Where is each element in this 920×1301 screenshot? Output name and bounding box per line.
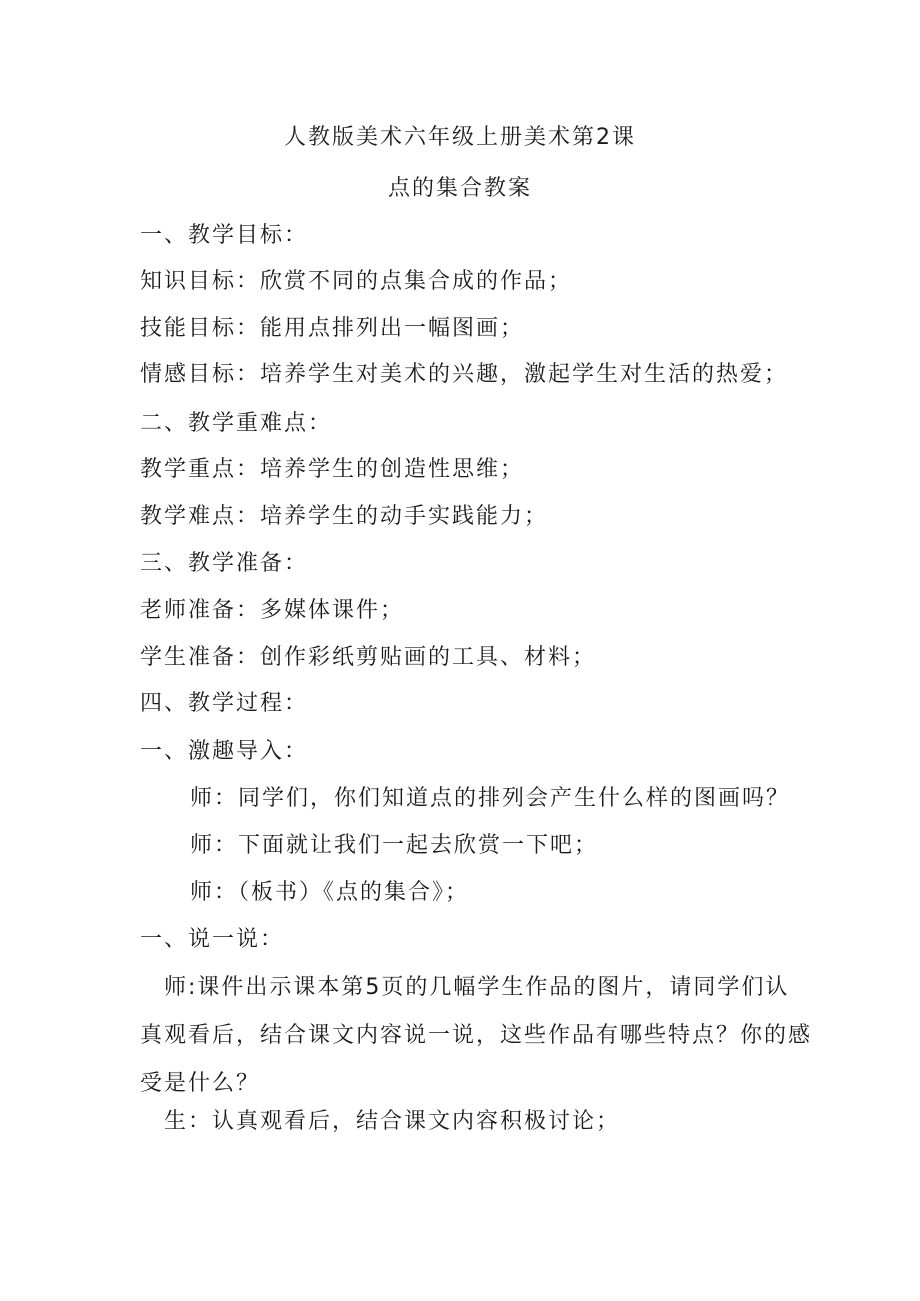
- paragraph-teaching-focus: 教学重点：培养学生的创造性思维；: [140, 457, 525, 482]
- paragraph-teacher-show-line3: 受是什么？: [140, 1071, 261, 1096]
- paragraph-teaching-difficulty: 教学难点：培养学生的动手实践能力；: [140, 504, 549, 529]
- paragraph-teacher-show-line2: 真观看后，结合课文内容说一说，这些作品有哪些特点？你的感: [140, 1023, 813, 1048]
- paragraph-teacher-show-line1: 师:课件出示课本第5页的几幅学生作品的图片，请同学们认: [164, 975, 790, 1000]
- section-heading-objectives: 一、教学目标：: [140, 223, 309, 248]
- paragraph-teacher-appreciate: 师：下面就让我们一起去欣赏一下吧；: [190, 833, 599, 858]
- section-heading-process: 四、教学过程：: [140, 691, 309, 716]
- subsection-heading-intro: 一、激趣导入：: [140, 739, 309, 764]
- paragraph-teacher-board: 师：（板书）《点的集合》；: [190, 880, 470, 905]
- document-subtitle: 点的集合教案: [387, 176, 532, 201]
- section-heading-key-points: 二、教学重难点：: [140, 411, 333, 436]
- paragraph-student-discuss: 生：认真观看后，结合课文内容积极讨论；: [164, 1109, 621, 1134]
- paragraph-teacher-preparation: 老师准备：多媒体课件；: [140, 598, 405, 623]
- paragraph-teacher-question: 师：同学们，你们知道点的排列会产生什么样的图画吗？: [190, 786, 791, 811]
- section-heading-preparation: 三、教学准备：: [140, 551, 309, 576]
- subsection-heading-discuss: 一、说一说：: [140, 927, 285, 952]
- paragraph-knowledge-objective: 知识目标：欣赏不同的点集合成的作品；: [140, 269, 573, 294]
- paragraph-emotion-objective: 情感目标：培养学生对美术的兴趣，激起学生对生活的热爱；: [140, 362, 789, 387]
- paragraph-student-preparation: 学生准备：创作彩纸剪贴画的工具、材料；: [140, 645, 597, 670]
- paragraph-skill-objective: 技能目标：能用点排列出一幅图画；: [140, 316, 525, 341]
- document-title: 人教版美术六年级上册美术第2课: [284, 125, 636, 150]
